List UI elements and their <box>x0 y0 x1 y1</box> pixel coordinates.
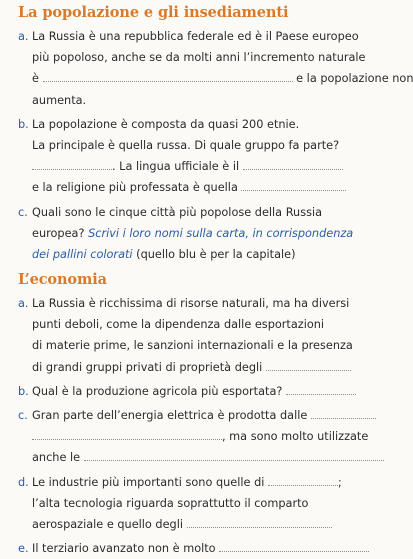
exercise-1a <box>18 26 413 111</box>
text-fragment: Gran parte dell’energia elettrica è prodotta dalle <box>32 409 308 423</box>
text-line <box>32 68 413 89</box>
section-title-economy: L’economia <box>18 271 107 289</box>
text-line <box>32 177 398 198</box>
instruction-note: dei pallini colorati <box>32 247 133 261</box>
text-line <box>32 156 398 177</box>
text-line: di materie prime, le sanzioni internazionali e la presenza <box>32 339 353 353</box>
text-fragment: di grandi gruppi privati di proprietà degli <box>32 360 263 374</box>
answer-blank[interactable] <box>32 156 112 170</box>
item-letter: e. <box>18 542 29 556</box>
text-line <box>32 357 398 378</box>
answer-blank[interactable] <box>43 68 293 82</box>
exercise-2a <box>18 293 398 378</box>
item-letter: a. <box>18 297 29 311</box>
section-title-population: La popolazione e gli insediamenti <box>18 4 289 21</box>
answer-blank[interactable] <box>286 381 356 395</box>
answer-blank[interactable] <box>219 538 369 552</box>
text-line: La principale è quella russa. Di quale gruppo fa parte? <box>32 138 340 152</box>
text-fragment: e la popolazione non <box>296 72 413 86</box>
item-letter: c. <box>18 205 28 219</box>
text-line <box>32 223 398 244</box>
exercise-2c <box>18 405 398 469</box>
text-fragment: (quello blu è per la capitale) <box>136 247 296 261</box>
text-line: La popolazione è composta da quasi 200 etnie. <box>32 117 300 131</box>
item-letter: c. <box>18 409 28 423</box>
text-fragment: è <box>32 72 39 86</box>
text-line <box>32 472 398 493</box>
exercise-1b <box>18 114 398 199</box>
answer-blank[interactable] <box>266 357 351 371</box>
item-letter: a. <box>18 30 29 43</box>
item-letter: b. <box>18 117 29 131</box>
answer-blank[interactable] <box>187 514 332 528</box>
text-line: La Russia è una repubblica federale ed è il Paese europeo <box>32 30 359 43</box>
text-fragment: e la religione più professata è quella <box>32 181 238 195</box>
text-fragment: Il terziario avanzato non è molto <box>32 542 216 556</box>
answer-blank[interactable] <box>241 177 346 191</box>
text-fragment: aerospaziale e quello degli <box>32 517 184 531</box>
answer-blank[interactable] <box>84 447 384 461</box>
text-fragment: Qual è la produzione agricola più esportata? <box>32 384 283 398</box>
text-line <box>32 405 398 426</box>
answer-blank[interactable] <box>32 426 222 440</box>
text-line: Quali sono le cinque città più popolose della Russia <box>32 205 323 219</box>
exercise-1c <box>18 202 398 266</box>
text-fragment: . La lingua ufficiale è il <box>112 160 240 174</box>
text-fragment: europea? <box>32 226 85 240</box>
instruction-note: Scrivi i loro nomi sulla carta, in corrispondenza <box>88 226 354 240</box>
text-line: punti deboli, come la dipendenza dalle esportazioni <box>32 318 325 332</box>
text-line <box>32 514 398 535</box>
item-letter: b. <box>18 384 29 398</box>
text-line <box>32 244 398 265</box>
text-line <box>32 538 398 559</box>
text-line <box>32 381 398 402</box>
text-line: aumenta. <box>32 93 87 107</box>
text-fragment: anche le <box>32 451 81 465</box>
text-fragment: ; <box>337 475 342 489</box>
item-letter: d. <box>18 475 29 489</box>
answer-blank[interactable] <box>268 472 338 486</box>
text-line: La Russia è ricchissima di risorse naturali, ma ha diversi <box>32 297 350 311</box>
exercise-2b <box>18 381 398 402</box>
exercise-2d <box>18 472 398 536</box>
answer-blank[interactable] <box>243 156 343 170</box>
answer-blank[interactable] <box>311 405 376 419</box>
exercise-2e <box>18 538 398 559</box>
text-fragment: Le industrie più importanti sono quelle di <box>32 475 265 489</box>
text-line <box>32 447 398 468</box>
text-fragment: , ma sono molto utilizzate <box>222 430 369 444</box>
text-line: l’alta tecnologia riguarda soprattutto il comparto <box>32 496 309 510</box>
text-line <box>32 426 398 447</box>
text-line: più popoloso, anche se da molti anni l’incremento naturale <box>32 51 366 65</box>
